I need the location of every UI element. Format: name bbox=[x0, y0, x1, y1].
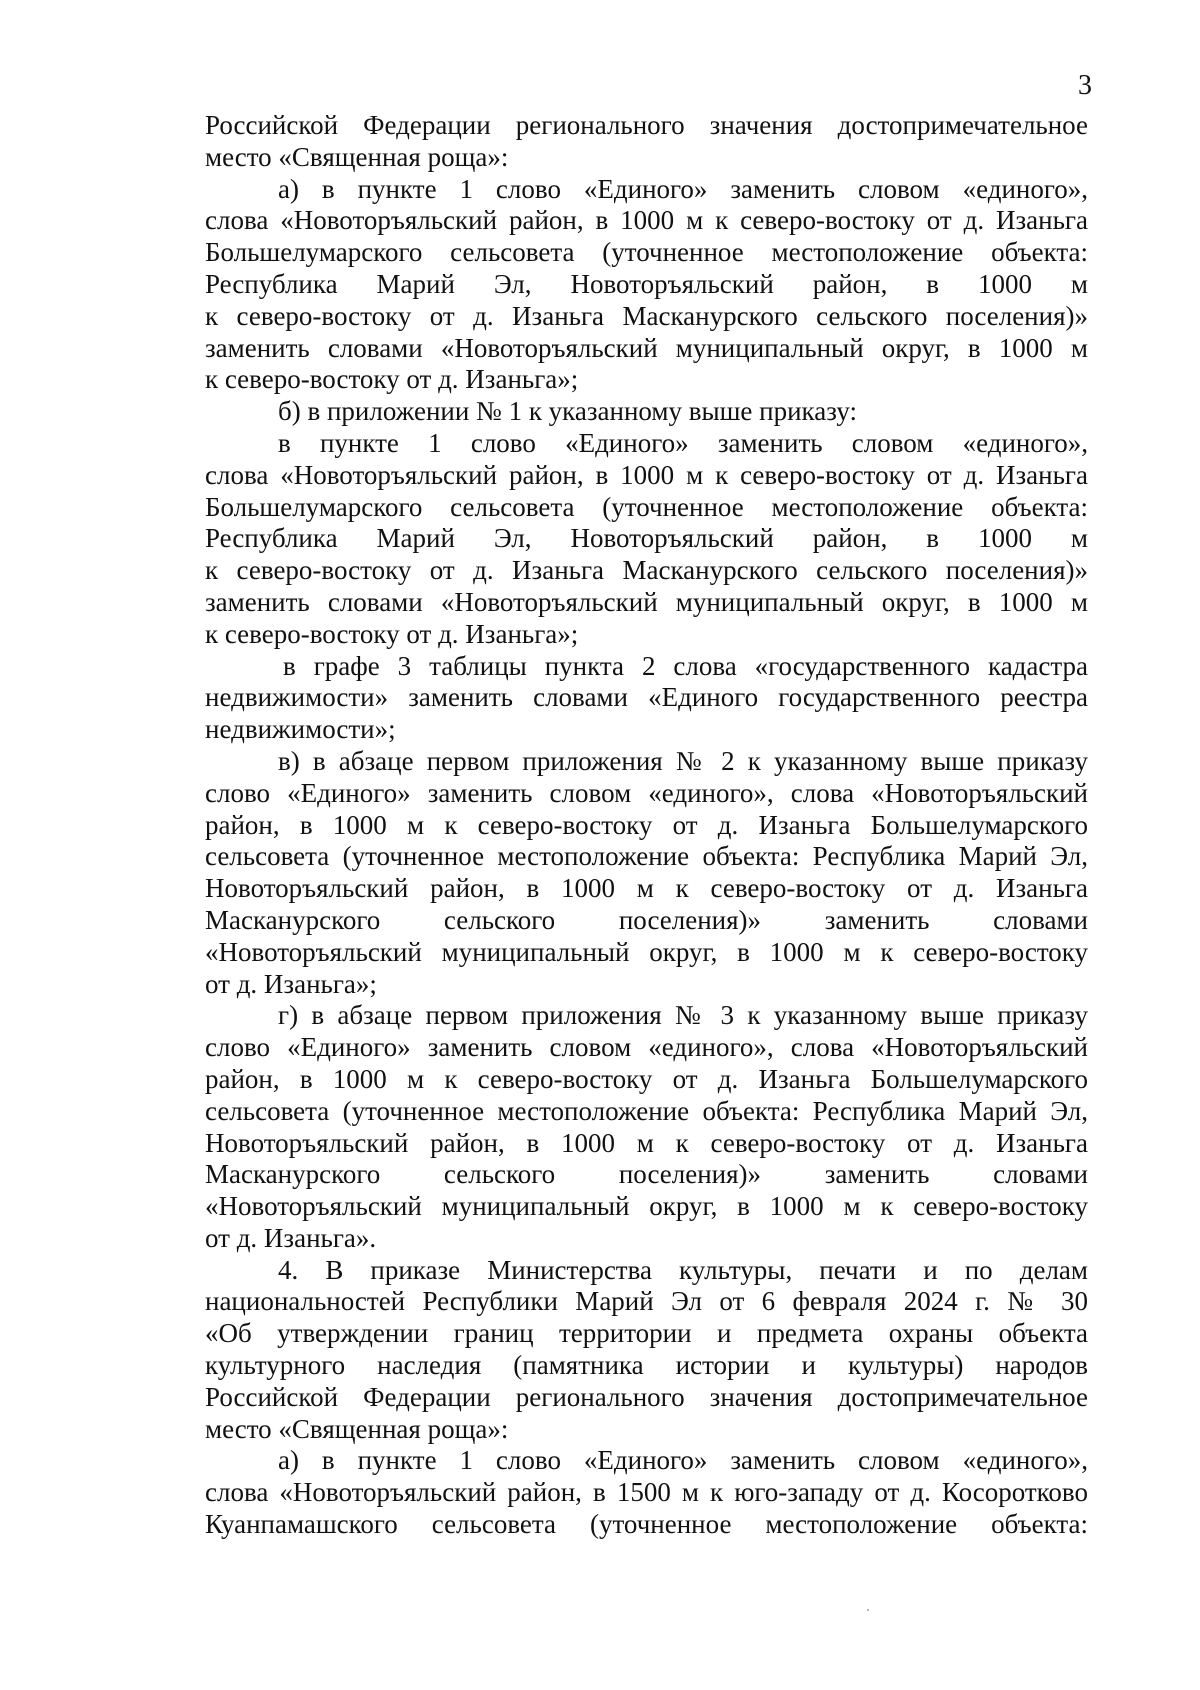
text-line: от д. Изаньга». bbox=[205, 1222, 377, 1253]
scan-speck bbox=[867, 1609, 869, 1611]
text-line: Масканурского сельского поселения)» заменить словами bbox=[205, 1159, 1088, 1190]
text-line: г) в абзаце первом приложения № 3 к указанному выше приказу bbox=[278, 1000, 1088, 1031]
text-line: к северо-востоку от д. Изаньга Масканурского сельского поселения)» bbox=[205, 300, 1088, 331]
text-line: слова «Новоторъяльский район, в 1000 м к северо-востоку от д. Изаньга bbox=[205, 205, 1088, 236]
text-line: недвижимости»; bbox=[205, 714, 396, 745]
text-line: «Новоторъяльский муниципальный округ, в 1000 м к северо-востоку bbox=[205, 936, 1088, 967]
text-line: слово «Единого» заменить словом «единого», слова «Новоторъяльский bbox=[205, 777, 1088, 808]
text-line: слово «Единого» заменить словом «единого», слова «Новоторъяльский bbox=[205, 1032, 1088, 1063]
text-line: Республика Марий Эл, Новоторъяльский район, в 1000 м bbox=[205, 523, 1088, 554]
text-line: б) в приложении № 1 к указанному выше приказу: bbox=[278, 396, 857, 427]
text-line: а) в пункте 1 слово «Единого» заменить словом «единого», bbox=[278, 1445, 1088, 1476]
text-line: к северо-востоку от д. Изаньга Масканурского сельского поселения)» bbox=[205, 555, 1088, 586]
text-line: Новоторъяльский район, в 1000 м к северо-востоку от д. Изаньга bbox=[205, 1127, 1088, 1158]
text-line: культурного наследия (памятника истории и культуры) народов bbox=[205, 1350, 1088, 1381]
text-line: в графе 3 таблицы пункта 2 слова «государственного кадастра bbox=[283, 650, 1088, 681]
text-line: в пункте 1 слово «Единого» заменить словом «единого», bbox=[278, 427, 1088, 458]
text-line: сельсовета (уточненное местоположение объекта: Республика Марий Эл, bbox=[205, 841, 1088, 872]
text-line: слова «Новоторъяльский район, в 1500 м к юго-западу от д. Косоротково bbox=[205, 1477, 1088, 1508]
text-line: 4. В приказе Министерства культуры, печати и по делам bbox=[278, 1254, 1088, 1285]
text-line: заменить словами «Новоторъяльский муниципальный округ, в 1000 м bbox=[205, 586, 1088, 617]
text-line: слова «Новоторъяльский район, в 1000 м к северо-востоку от д. Изаньга bbox=[205, 459, 1088, 490]
text-line: от д. Изаньга»; bbox=[205, 968, 377, 999]
text-line: недвижимости» заменить словами «Единого государственного реестра bbox=[205, 682, 1088, 713]
text-line: «Об утверждении границ территории и предмета охраны объекта bbox=[205, 1318, 1088, 1349]
text-line: район, в 1000 м к северо-востоку от д. Изаньга Большелумарского bbox=[205, 1063, 1088, 1094]
text-line: Масканурского сельского поселения)» заменить словами bbox=[205, 904, 1088, 935]
text-line: заменить словами «Новоторъяльский муниципальный округ, в 1000 м bbox=[205, 332, 1088, 363]
text-line: Куанпамашского сельсовета (уточненное местоположение объекта: bbox=[205, 1509, 1088, 1540]
text-line: Новоторъяльский район, в 1000 м к северо-востоку от д. Изаньга bbox=[205, 873, 1088, 904]
text-line: Российской Федерации регионального значения достопримечательное bbox=[205, 1381, 1088, 1412]
text-line: место «Священная роща»: bbox=[205, 141, 509, 172]
text-line: место «Священная роща»: bbox=[205, 1413, 509, 1444]
text-line: Республика Марий Эл, Новоторъяльский район, в 1000 м bbox=[205, 268, 1088, 299]
text-line: сельсовета (уточненное местоположение объекта: Республика Марий Эл, bbox=[205, 1095, 1088, 1126]
text-line: национальностей Республики Марий Эл от 6 февраля 2024 г. № 30 bbox=[205, 1286, 1088, 1317]
text-line: в) в абзаце первом приложения № 2 к указанному выше приказу bbox=[278, 745, 1088, 776]
text-line: к северо-востоку от д. Изаньга»; bbox=[205, 618, 579, 649]
text-line: Большелумарского сельсовета (уточненное местоположение объекта: bbox=[205, 237, 1088, 268]
text-line: Большелумарского сельсовета (уточненное местоположение объекта: bbox=[205, 491, 1088, 522]
text-line: к северо-востоку от д. Изаньга»; bbox=[205, 364, 579, 395]
text-line: а) в пункте 1 слово «Единого» заменить словом «единого», bbox=[278, 173, 1088, 204]
text-line: «Новоторъяльский муниципальный округ, в 1000 м к северо-востоку bbox=[205, 1191, 1088, 1222]
page-number: 3 bbox=[1078, 70, 1092, 101]
text-line: Российской Федерации регионального значения достопримечательное bbox=[205, 110, 1088, 140]
text-line: район, в 1000 м к северо-востоку от д. Изаньга Большелумарского bbox=[205, 809, 1088, 840]
document-body bbox=[205, 110, 1088, 1541]
